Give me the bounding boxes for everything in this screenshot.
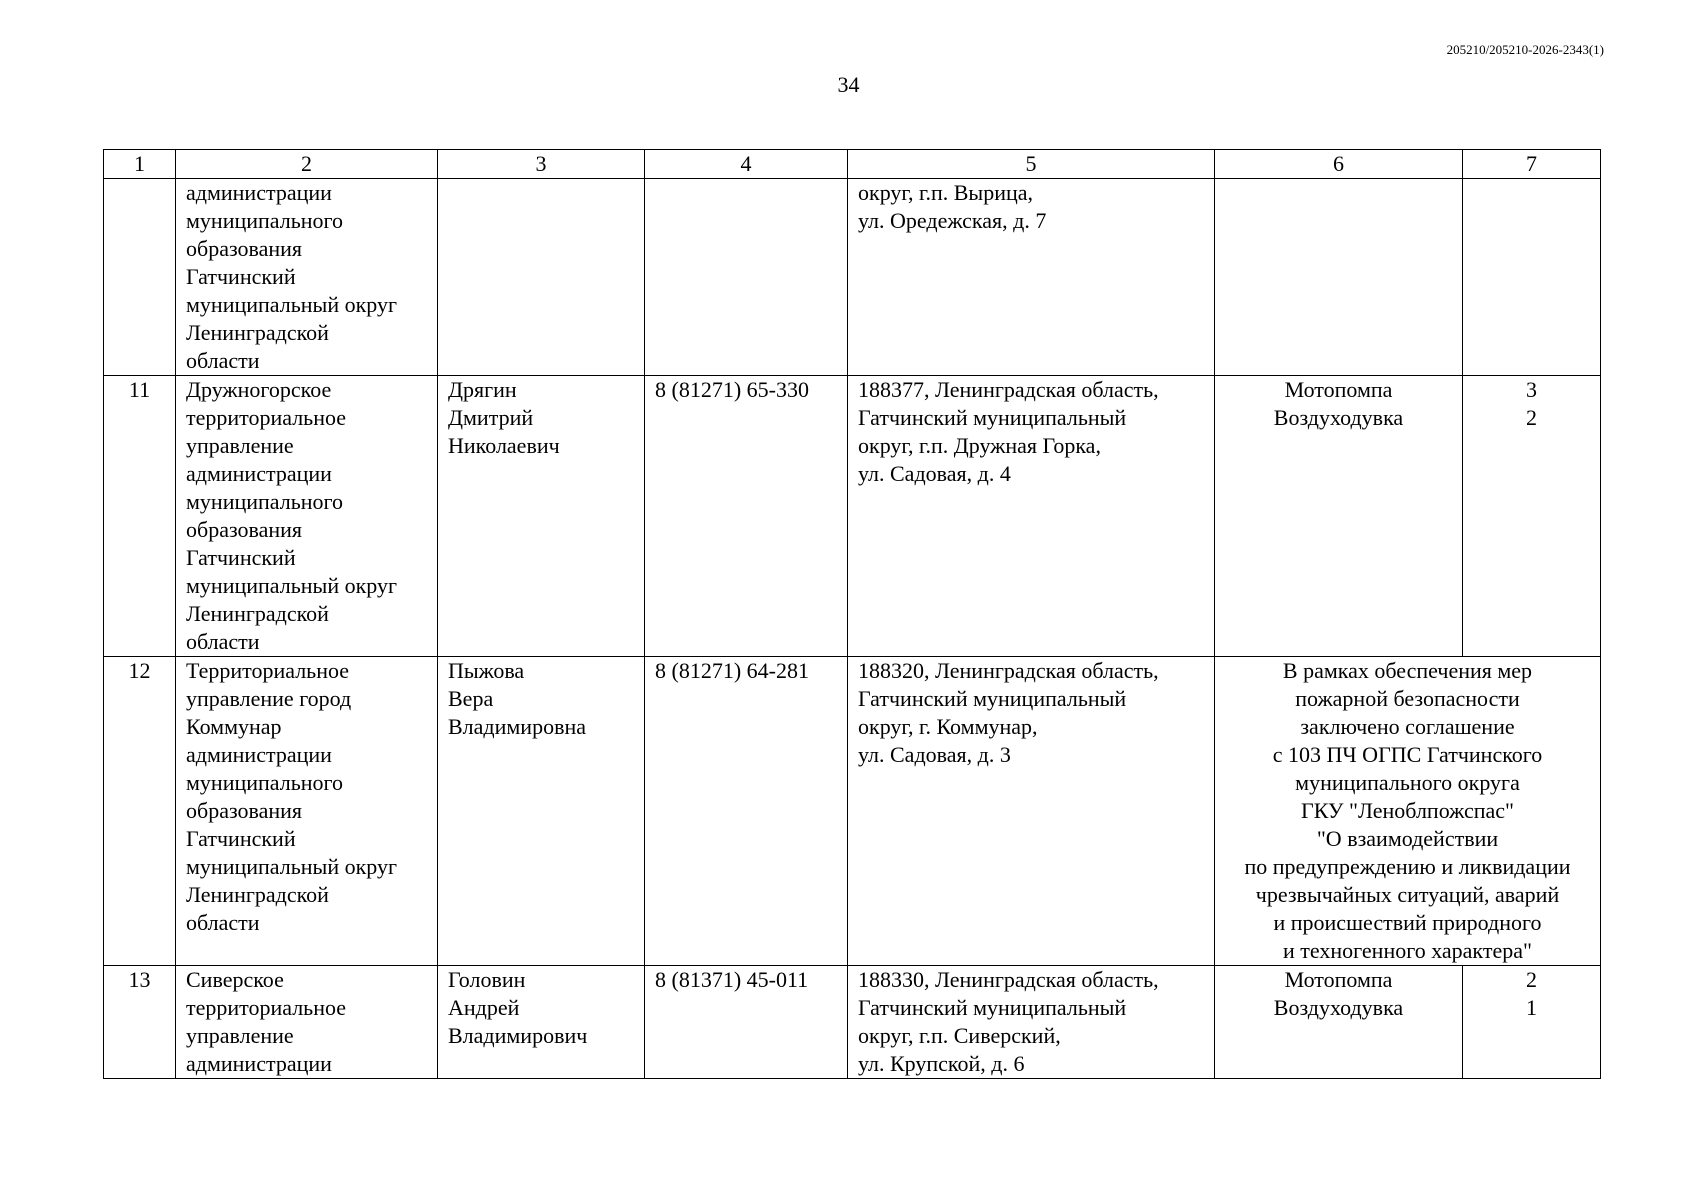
phone-cell: 8 (81371) 45-011 [645,966,848,1079]
column-header: 5 [848,150,1215,179]
table-row [104,179,1601,376]
agreement-cell: В рамках обеспечения мер пожарной безопасности заключено соглашение с 103 ПЧ ОГПС Гатчинского муниципального округа ГКУ "Леноблпожспас" "О взаимодействии по предупреждению и ликвидации чрезвычайных ситуаций, аварий и происшествий природного и техногенного характера" [1215,657,1601,966]
column-header: 7 [1463,150,1601,179]
phone-cell [645,179,848,376]
table-row [104,376,1601,657]
column-header: 1 [104,150,176,179]
column-header: 2 [176,150,438,179]
equipment-table [103,149,1601,1079]
address-cell: округ, г.п. Вырица, ул. Оредежская, д. 7 [848,179,1215,376]
organization-cell: Сиверское территориальное управление администрации [176,966,438,1079]
responsible-person-cell: Головин Андрей Владимирович [438,966,645,1079]
address-cell: 188377, Ленинградская область, Гатчинский муниципальный округ, г.п. Дружная Горка, ул. Садовая, д. 4 [848,376,1215,657]
column-header: 4 [645,150,848,179]
equipment-cell [1215,179,1463,376]
phone-cell: 8 (81271) 65-330 [645,376,848,657]
organization-cell: Территориальное управление город Коммунар администрации муниципального образования Гатчинский муниципальный округ Ленинградской области [176,657,438,966]
row-number-cell: 13 [104,966,176,1079]
page-number: 34 [837,72,860,97]
row-number-cell: 12 [104,657,176,966]
table-row [104,657,1601,966]
phone-cell: 8 (81271) 64-281 [645,657,848,966]
address-cell: 188330, Ленинградская область, Гатчинский муниципальный округ, г.п. Сиверский, ул. Крупской, д. 6 [848,966,1215,1079]
quantity-cell: 2 1 [1463,966,1601,1079]
row-number-cell [104,179,176,376]
column-header: 3 [438,150,645,179]
address-cell: 188320, Ленинградская область, Гатчинский муниципальный округ, г. Коммунар, ул. Садовая, д. 3 [848,657,1215,966]
responsible-person-cell [438,179,645,376]
table-row [104,966,1601,1079]
organization-cell: администрации муниципального образования Гатчинский муниципальный округ Ленинградской области [176,179,438,376]
quantity-cell: 3 2 [1463,376,1601,657]
responsible-person-cell: Дрягин Дмитрий Николаевич [438,376,645,657]
row-number-cell: 11 [104,376,176,657]
equipment-cell: Мотопомпа Воздуходувка [1215,376,1463,657]
equipment-cell: Мотопомпа Воздуходувка [1215,966,1463,1079]
column-header: 6 [1215,150,1463,179]
responsible-person-cell: Пыжова Вера Владимировна [438,657,645,966]
column-number-row [104,150,1601,179]
organization-cell: Дружногорское территориальное управление администрации муниципального образования Гатчинский муниципальный округ Ленинградской области [176,376,438,657]
quantity-cell [1463,179,1601,376]
document-id: 205210/205210-2026-2343(1) [1446,42,1604,57]
